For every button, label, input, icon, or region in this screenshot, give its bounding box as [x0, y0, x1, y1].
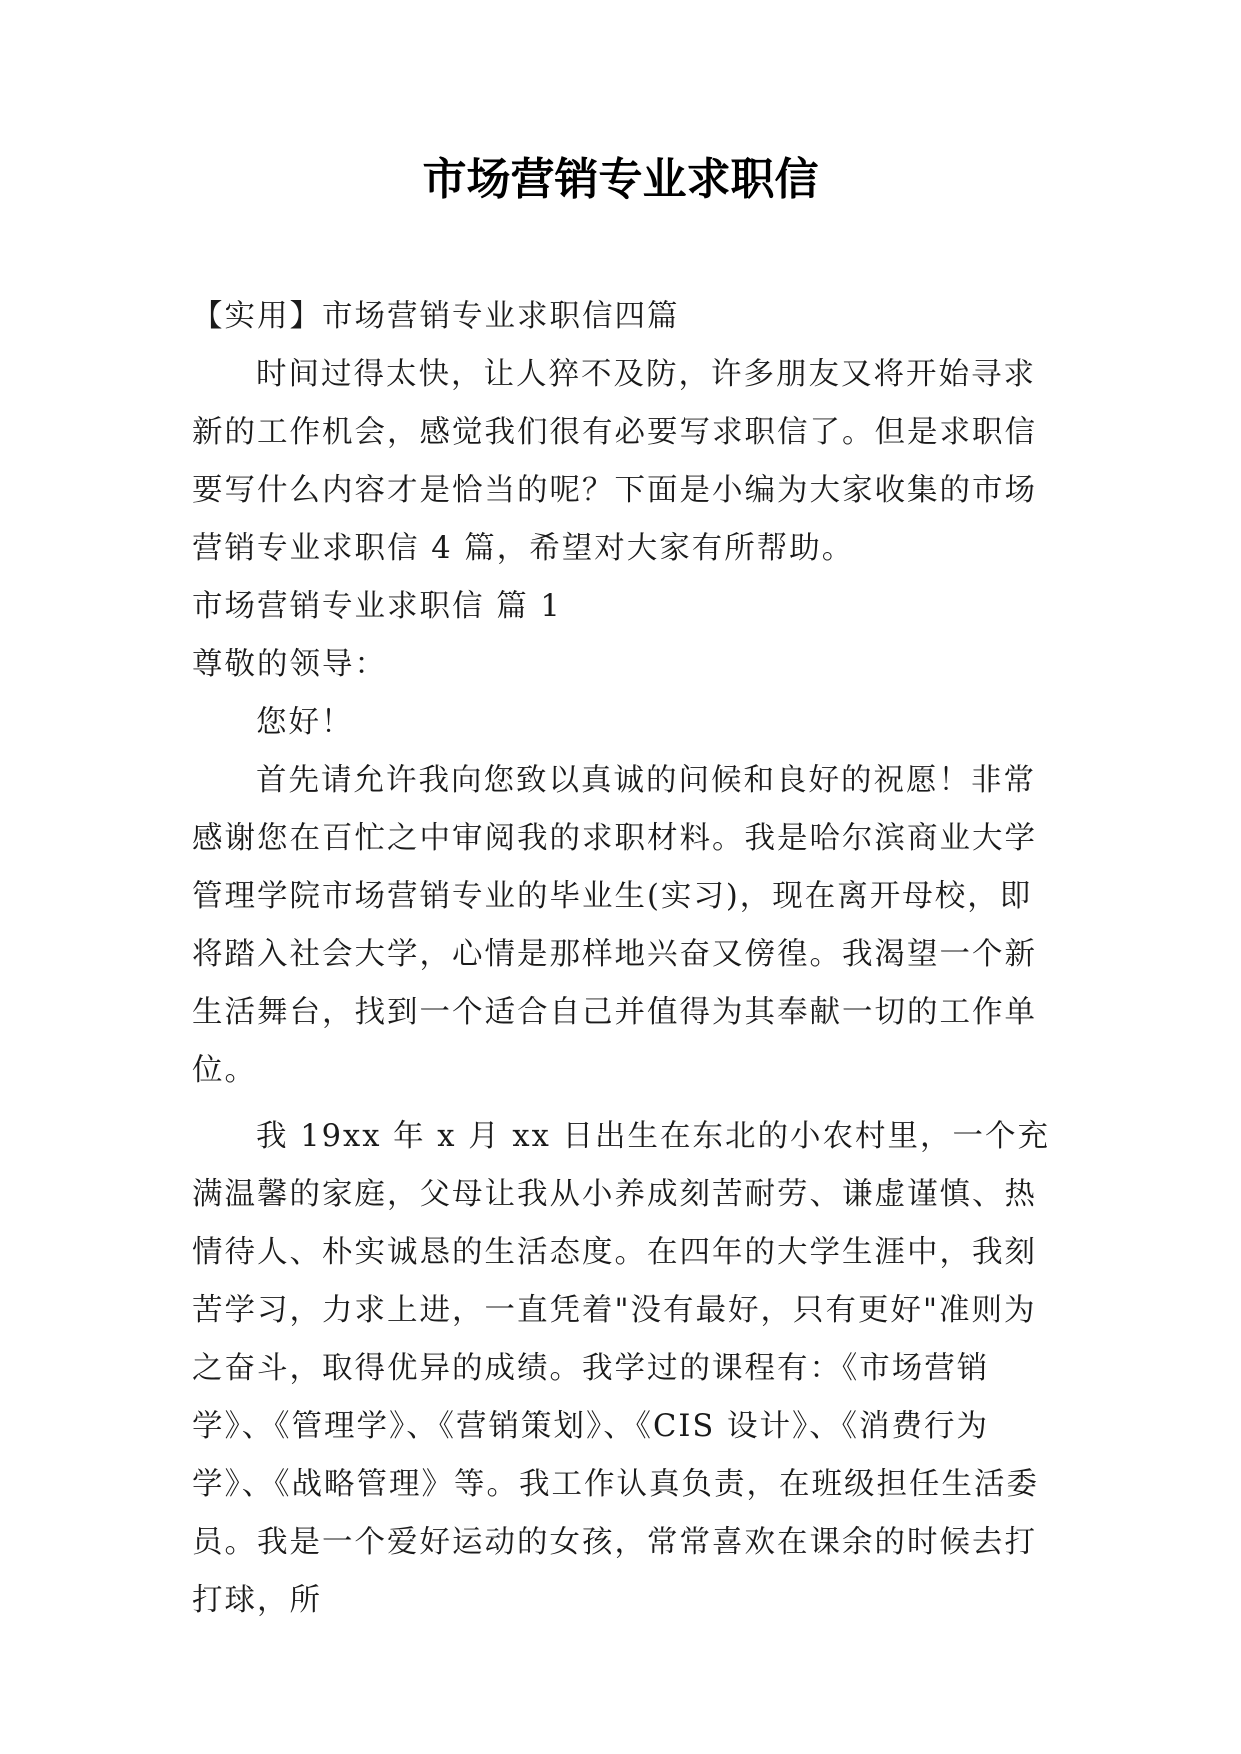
greeting: 您好！: [256, 705, 354, 740]
salutation: 尊敬的领导：: [192, 647, 387, 682]
document-title: 市场营销专业求职信: [422, 154, 819, 205]
intro-paragraph: 时间过得太快，让人猝不及防，许多朋友又将开始寻求新的工作机会，感觉我们很有必要写求职信了。但是求职信要写什么内容才是恰当的呢？下面是小编为大家收集的市场营销专业求职信 4 篇，希望对大家有所帮助。: [192, 357, 1037, 566]
body-paragraph: 我 19xx 年 x 月 xx 日出生在东北的小农村里，一个充满温馨的家庭，父母让我从小养成刻苦耐劳、谦虚谨慎、热情待人、朴实诚恳的生活态度。在四年的大学生涯中，我刻苦学习，力求上进，一直凭着"没有最好，只有更好"准则为之奋斗，取得优异的成绩。我学过的课程有：《市场营销学》、《管理学》、《营销策划》、《CIS 设计》、《消费行为学》、《战略管理》等。我工作认真负责，在班级担任生活委员。我是一个爱好运动的女孩，常常喜欢在课余的时候去打打球，所: [192, 1119, 1050, 1618]
subtitle-line: 【实用】市场营销专业求职信四篇: [192, 299, 680, 334]
body-paragraph: 首先请允许我向您致以真诚的问候和良好的祝愿！非常感谢您在百忙之中审阅我的求职材料。我是哈尔滨商业大学管理学院市场营销专业的毕业生(实习)，现在离开母校，即将踏入社会大学，心情是那样地兴奋又傍徨。我渴望一个新生活舞台，找到一个适合自己并值得为其奉献一切的工作单位。: [192, 763, 1037, 1088]
document-body: [192, 288, 1060, 1630]
section-heading: 市场营销专业求职信 篇 1: [192, 589, 562, 624]
